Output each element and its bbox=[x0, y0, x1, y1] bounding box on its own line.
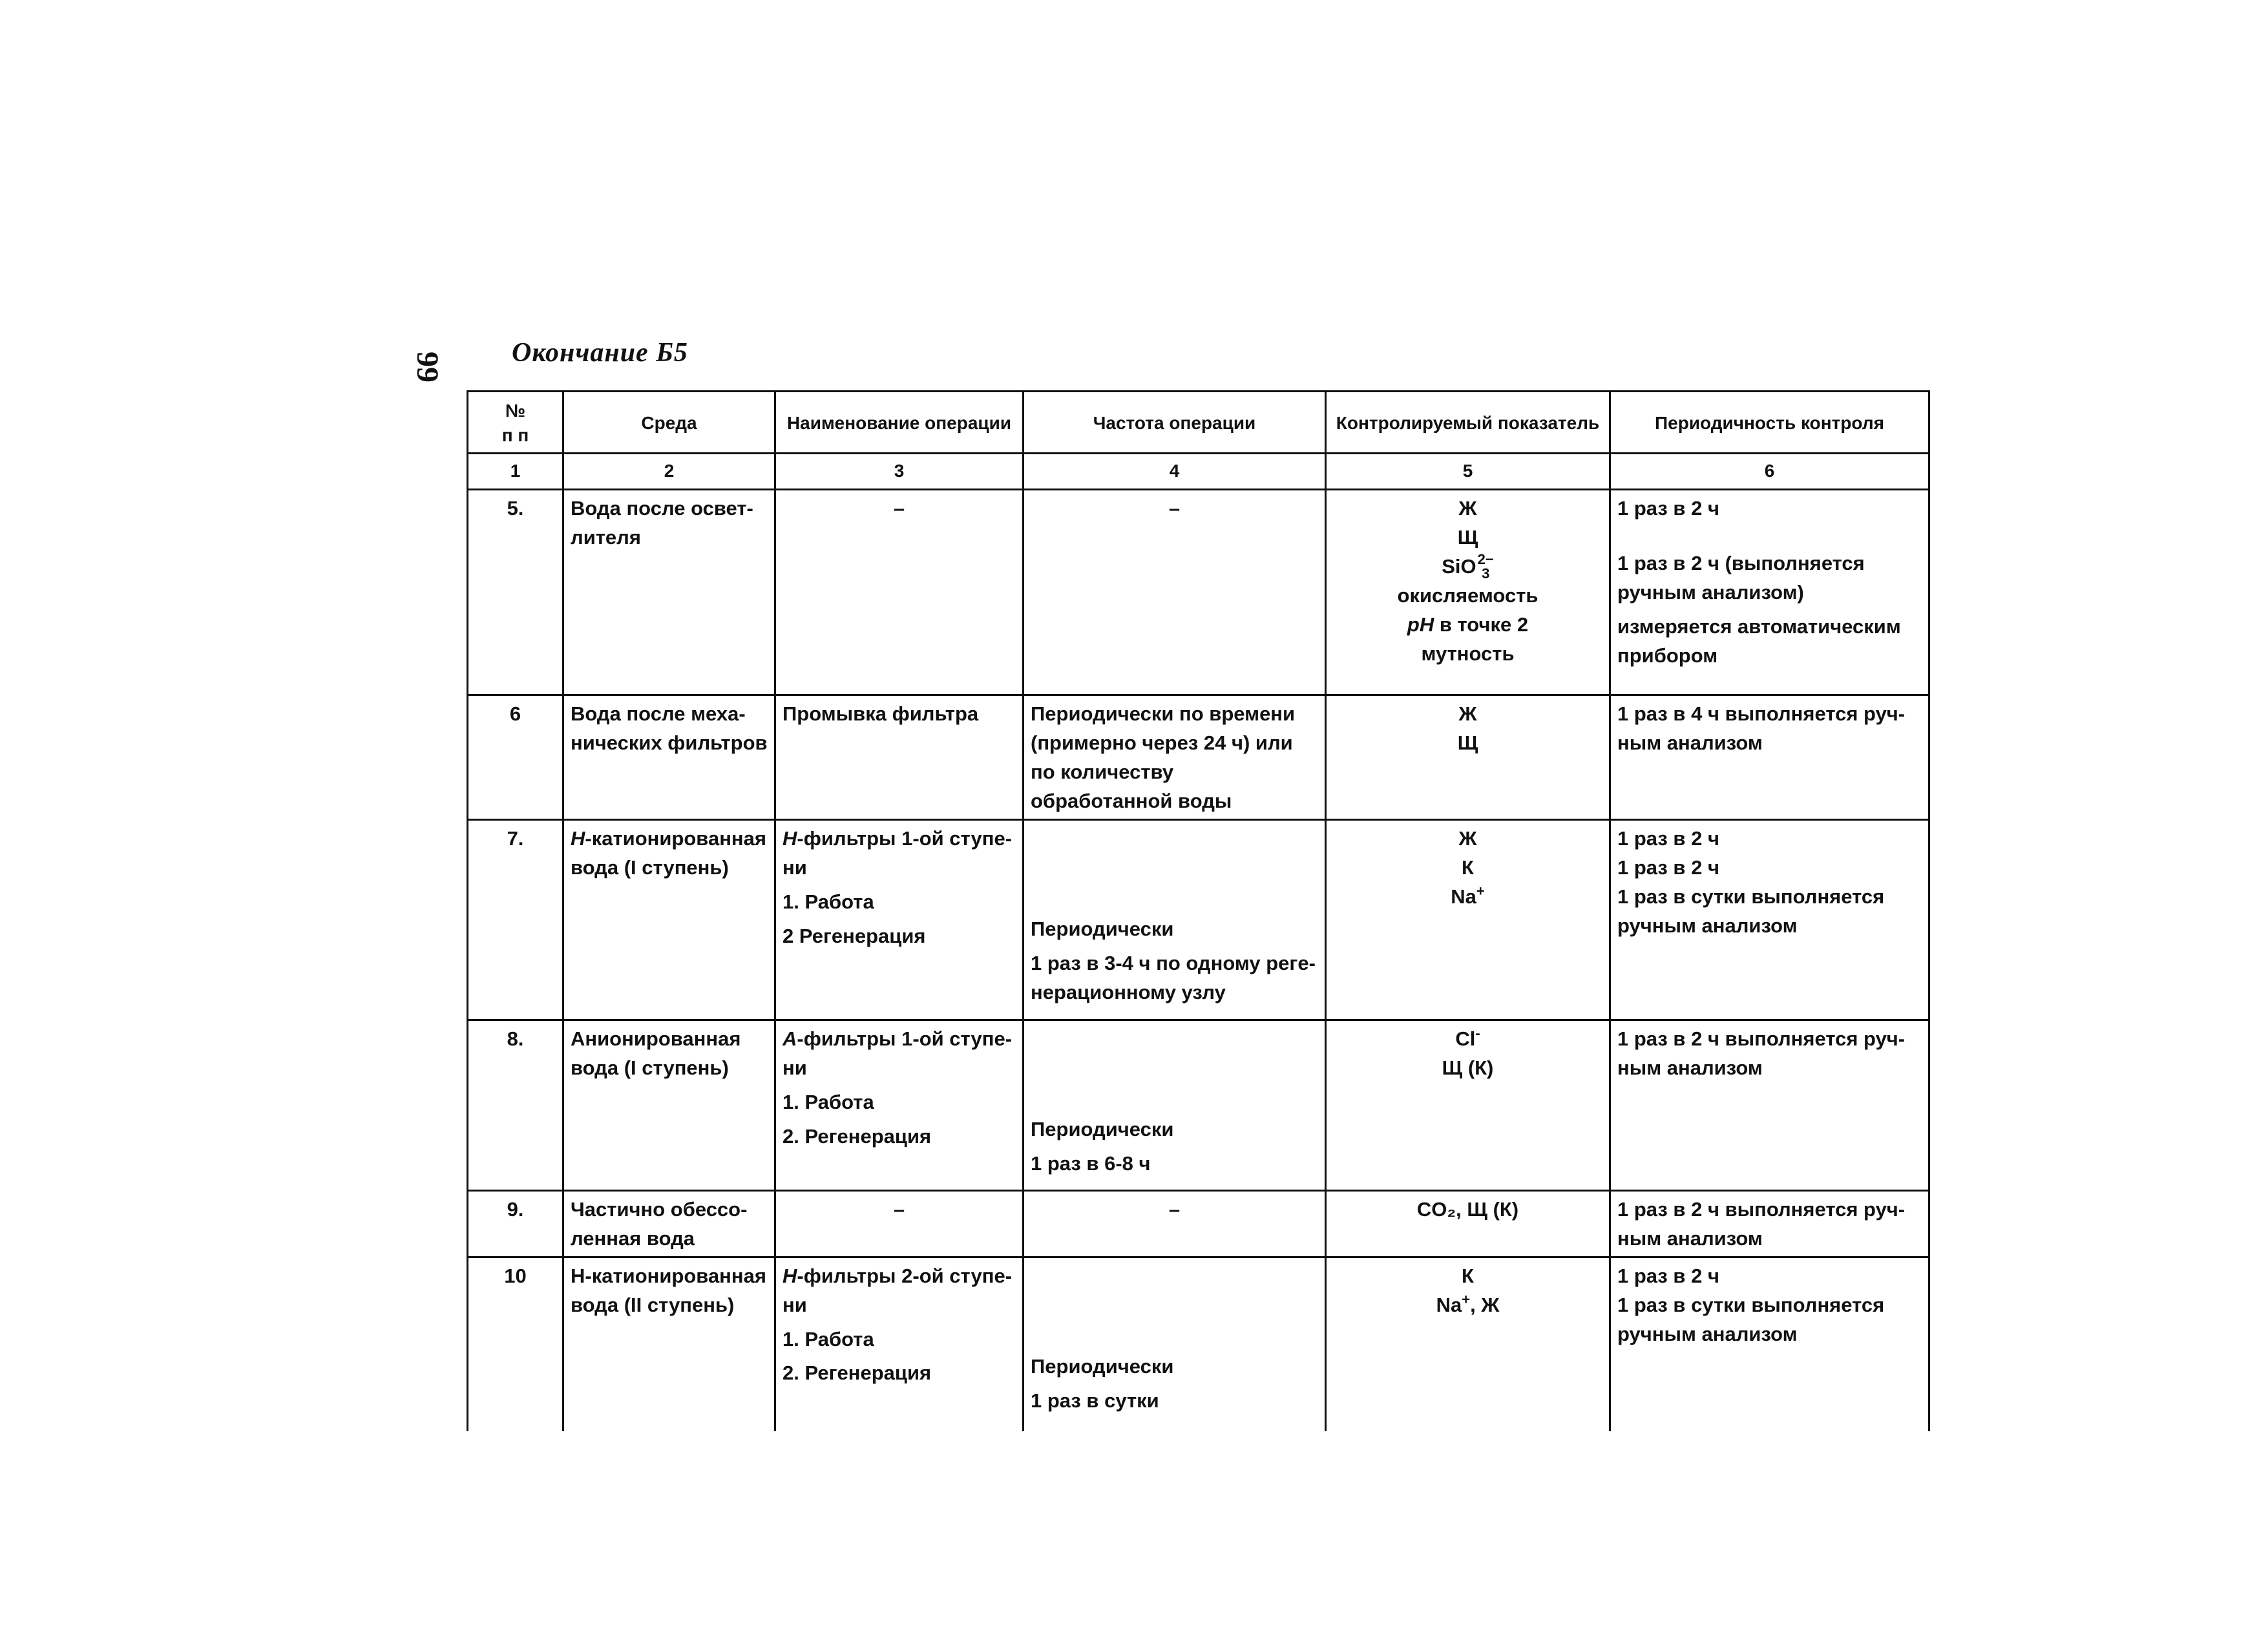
medium-cell: Вода после освет-лителя bbox=[563, 490, 775, 695]
medium-cell: Анионированная вода (I ступень) bbox=[563, 1020, 775, 1190]
indicator: Щ (К) bbox=[1442, 1056, 1494, 1079]
indicator: Щ bbox=[1457, 525, 1478, 549]
indicator-cell bbox=[1326, 695, 1610, 820]
operation-cell: Промывка фильтра bbox=[775, 695, 1024, 820]
indicator-cell bbox=[1326, 490, 1610, 695]
operation-cell: Н-фильтры 2-ой ступе-ни 1. Работа 2. Регенерация bbox=[775, 1257, 1024, 1431]
column-number: 5 bbox=[1326, 454, 1610, 490]
control-text: 1 раз в сутки выполняется ручным анализом bbox=[1617, 885, 1885, 937]
operation-item: 2. Регенерация bbox=[782, 1124, 932, 1148]
frequency-cell bbox=[1024, 1257, 1326, 1431]
indicator-cell bbox=[1326, 1020, 1610, 1190]
header-frequency: Частота операции bbox=[1024, 392, 1326, 454]
control-table bbox=[467, 390, 1930, 1431]
frequency-text: 1 раз в 6-8 ч bbox=[1031, 1151, 1151, 1175]
row-number: 5. bbox=[468, 490, 563, 695]
operation-item: 2 Регенерация bbox=[782, 924, 926, 947]
frequency-cell: Периодически по времени (примерно через 24 ч) или по количеству обработанной воды bbox=[1024, 695, 1326, 820]
control-text: 1 раз в 2 ч (выполняется ручным анализом) bbox=[1617, 551, 1865, 604]
indicator: К bbox=[1462, 1264, 1474, 1287]
row-number: 7. bbox=[468, 819, 563, 1020]
header-num: № п п bbox=[468, 392, 563, 454]
indicator: Ж bbox=[1458, 497, 1477, 520]
table-row bbox=[468, 490, 1929, 695]
frequency-cell: – bbox=[1024, 1190, 1326, 1257]
indicator: Ж bbox=[1458, 826, 1477, 850]
operation-item: 1. Работа bbox=[782, 1090, 874, 1113]
indicator-cell bbox=[1326, 819, 1610, 1020]
operation-cell: – bbox=[775, 1190, 1024, 1257]
operation-item: 2. Регенерация bbox=[782, 1361, 932, 1385]
operation-item: 1. Работа bbox=[782, 1327, 874, 1350]
operation-cell: А-фильтры 1-ой ступе-ни 1. Работа 2. Регенерация bbox=[775, 1020, 1024, 1190]
indicator: К bbox=[1462, 856, 1474, 879]
column-number: 3 bbox=[775, 454, 1024, 490]
table-row bbox=[468, 695, 1929, 820]
table-row bbox=[468, 1257, 1929, 1431]
table-title: Окончание Б5 bbox=[512, 338, 688, 368]
frequency-text: 1 раз в сутки bbox=[1031, 1389, 1159, 1412]
column-number: 4 bbox=[1024, 454, 1326, 490]
indicator-silicate: SiO 2− 3 bbox=[1442, 551, 1494, 582]
indicator: мутность bbox=[1421, 642, 1515, 665]
operation-item: 1. Работа bbox=[782, 890, 874, 913]
row-number: 8. bbox=[468, 1020, 563, 1190]
row-number: 10 bbox=[468, 1257, 563, 1431]
control-cell bbox=[1610, 819, 1929, 1020]
control-text: 1 раз в сутки выполняется ручным анализом bbox=[1617, 1293, 1885, 1345]
frequency-text: 1 раз в 3-4 ч по одному реге-нерационному узлу bbox=[1031, 951, 1316, 1003]
header-operation: Наименование операции bbox=[775, 392, 1024, 454]
page-number: 99 bbox=[410, 352, 445, 383]
operation-cell: – bbox=[775, 490, 1024, 695]
frequency-cell bbox=[1024, 819, 1326, 1020]
control-cell: 1 раз в 2 ч выполняется руч-ным анализом bbox=[1610, 1020, 1929, 1190]
control-text: 1 раз в 2 ч bbox=[1617, 856, 1719, 879]
table-row bbox=[468, 1020, 1929, 1190]
medium-cell: Частично обессо-ленная вода bbox=[563, 1190, 775, 1257]
row-number: 6 bbox=[468, 695, 563, 820]
frequency-text: Периодически bbox=[1031, 917, 1174, 940]
frequency-cell bbox=[1024, 1020, 1326, 1190]
medium-cell: Н-катионированная вода (II ступень) bbox=[563, 1257, 775, 1431]
medium-cell: Вода после меха-нических фильтров bbox=[563, 695, 775, 820]
control-text: 1 раз в 2 ч bbox=[1617, 1264, 1719, 1287]
header-medium: Среда bbox=[563, 392, 775, 454]
frequency-text: Периодически bbox=[1031, 1117, 1174, 1140]
column-number-row bbox=[468, 454, 1929, 490]
control-text: 1 раз в 2 ч bbox=[1617, 826, 1719, 850]
indicator-sodium: Na+ bbox=[1451, 883, 1485, 908]
control-text: 1 раз в 2 ч bbox=[1617, 497, 1719, 520]
table-row bbox=[468, 1190, 1929, 1257]
medium-cell: Н-катионированная вода (I ступень) bbox=[563, 819, 775, 1020]
control-cell: 1 раз в 2 ч выполняется руч-ным анализом bbox=[1610, 1190, 1929, 1257]
control-cell bbox=[1610, 1257, 1929, 1431]
table-row bbox=[468, 819, 1929, 1020]
indicator-cell bbox=[1326, 1257, 1610, 1431]
header-row bbox=[468, 392, 1929, 454]
header-indicator: Контролируемый показатель bbox=[1326, 392, 1610, 454]
column-number: 6 bbox=[1610, 454, 1929, 490]
frequency-cell: – bbox=[1024, 490, 1326, 695]
row-number: 9. bbox=[468, 1190, 563, 1257]
control-text: измеряется автоматическим прибором bbox=[1617, 614, 1901, 667]
operation-cell: Н-фильтры 1-ой ступе-ни 1. Работа 2 Регенерация bbox=[775, 819, 1024, 1020]
indicator: Щ bbox=[1457, 731, 1478, 754]
indicator-ph: рН в точке 2 bbox=[1407, 613, 1529, 636]
column-number: 1 bbox=[468, 454, 563, 490]
indicator-sodium: Na+, Ж bbox=[1436, 1291, 1500, 1316]
control-cell: 1 раз в 4 ч выполняется руч-ным анализом bbox=[1610, 695, 1929, 820]
frequency-text: Периодически bbox=[1031, 1354, 1174, 1378]
indicator-cell: CO₂, Щ (К) bbox=[1326, 1190, 1610, 1257]
header-control: Периодичность контроля bbox=[1610, 392, 1929, 454]
control-cell bbox=[1610, 490, 1929, 695]
indicator-chloride: Cl- bbox=[1455, 1025, 1480, 1050]
indicator: окисляемость bbox=[1397, 583, 1538, 607]
column-number: 2 bbox=[563, 454, 775, 490]
indicator: Ж bbox=[1458, 702, 1477, 725]
